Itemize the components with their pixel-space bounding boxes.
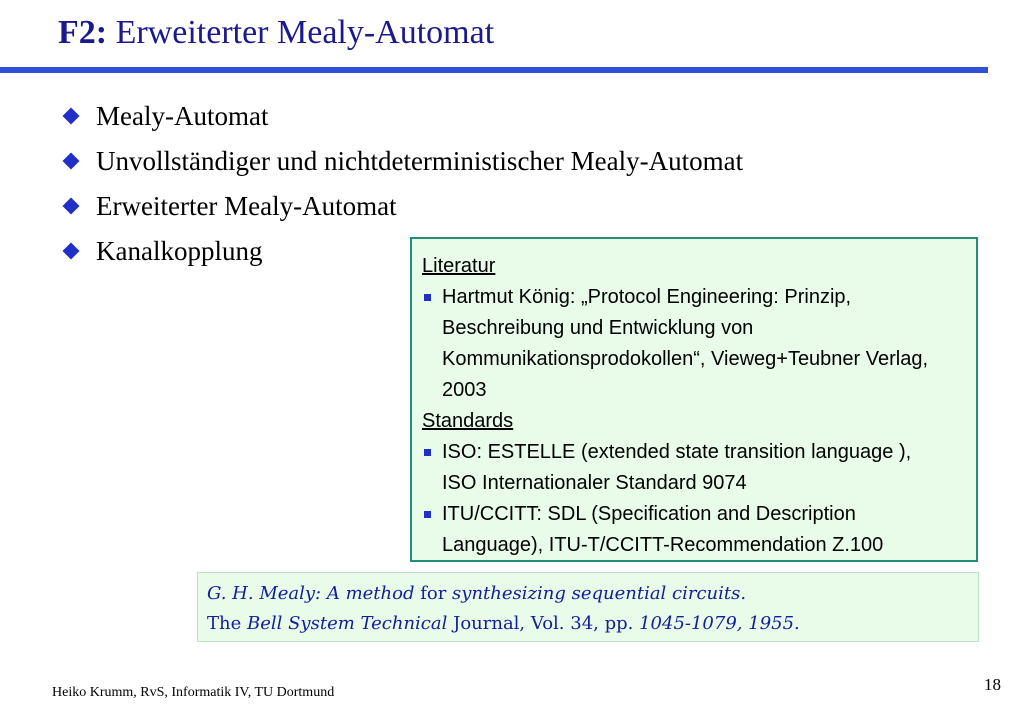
standards-item: ISO: ESTELLE (extended state transition language ), ISO Internationaler Standard 9074: [422, 437, 964, 499]
square-bullet-icon: [424, 511, 431, 518]
slide-title: [58, 14, 494, 52]
literature-item: Hartmut König: „Protocol Engineering: Prinzip, Beschreibung und Entwicklung von Kommunikationsprodokollen“, Vieweg+Teubner Verlag, 2003: [422, 282, 964, 406]
square-bullet-icon: [424, 294, 431, 301]
literature-heading: Literatur: [422, 255, 496, 277]
diamond-bullet-icon: [63, 153, 80, 170]
diamond-bullet-icon: [63, 243, 80, 260]
literature-box: [410, 237, 978, 562]
diamond-bullet-icon: [63, 108, 80, 125]
footer-text: Heiko Krumm, RvS, Informatik IV, TU Dortmund: [52, 685, 335, 700]
reference-line-2: The Bell System Technical Journal, Vol. 34, pp. 1045-1079, 1955.: [207, 613, 800, 634]
reference-line-1: G. H. Mealy: A method for synthesizing sequential circuits.: [207, 583, 747, 604]
bullet-item: Erweiterter Mealy-Automat: [62, 184, 743, 229]
square-bullet-icon: [424, 449, 431, 456]
standards-heading: Standards: [422, 410, 514, 432]
diamond-bullet-icon: [63, 198, 80, 215]
title-text: Erweiterter Mealy-Automat: [115, 14, 495, 51]
title-divider: [0, 67, 988, 73]
standards-item: ITU/CCITT: SDL (Specification and Description Language), ITU-T/CCITT-Recommendation Z.100: [422, 499, 964, 561]
bullet-item: Unvollständiger und nichtdeterministischer Mealy-Automat: [62, 139, 743, 184]
title-prefix: F2:: [58, 14, 108, 51]
bullet-item: Kanalkopplung: [62, 229, 743, 274]
bullet-item: Mealy-Automat: [62, 94, 743, 139]
reference-box: [197, 572, 979, 642]
page-number: 18: [984, 675, 1001, 694]
